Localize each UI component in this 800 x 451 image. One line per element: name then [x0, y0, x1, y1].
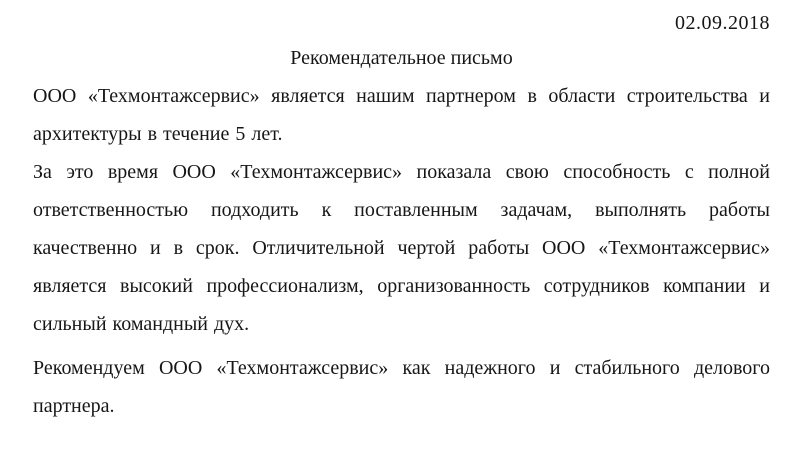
- letter-paragraph-2: За это время ООО «Техмонтажсервис» показала свою способность с полной ответственностью подходить к поставленным задачам, выполнять работы качественно и в срок. Отличительной чертой работы ООО «Техмонтажсервис» является высокий профессионализм, организованность сотрудников компании и сильный командный дух.: [33, 161, 770, 335]
- letter-date: 02.09.2018: [675, 12, 770, 34]
- letter-paragraph-1: ООО «Техмонтажсервис» является нашим партнером в области строительства и архитектуры в течение 5 лет.: [33, 85, 770, 145]
- letter-title: Рекомендательное письмо: [290, 47, 513, 69]
- letter-paragraph-3: Рекомендуем ООО «Техмонтажсервис» как надежного и стабильного делового партнера.: [33, 357, 770, 417]
